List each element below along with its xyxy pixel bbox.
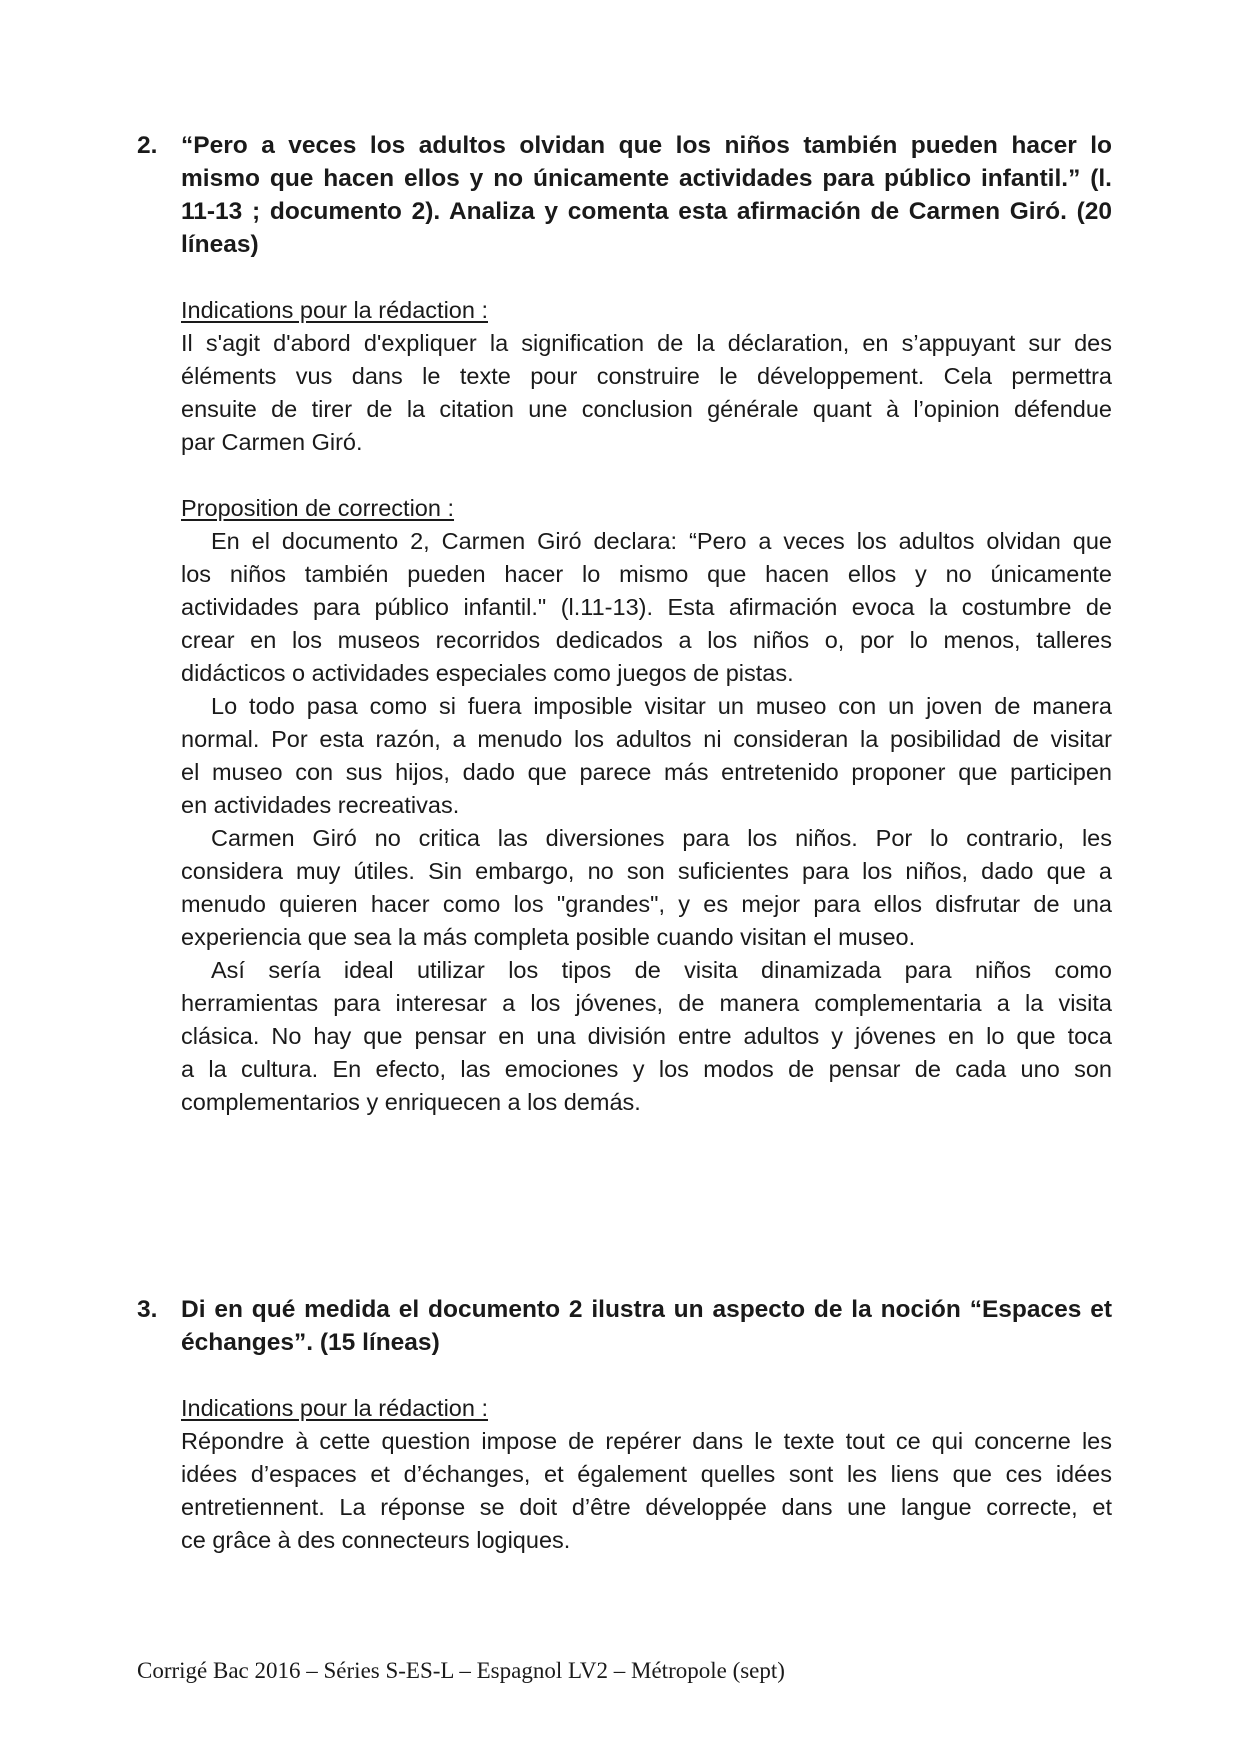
paragraph-line: crear en los museos recorridos dedicados a los niños o, por lo menos, talleres	[181, 627, 1112, 653]
paragraph-line: menudo quieren hacer como los "grandes", y es mejor para ellos disfrutar de una	[181, 891, 1112, 917]
paragraph-line: Carmen Giró no critica las diversiones para los niños. Por lo contrario, les	[211, 825, 1112, 851]
paragraph-line: Así sería ideal utilizar los tipos de visita dinamizada para niños como	[211, 957, 1112, 983]
question-title-line: líneas)	[181, 231, 259, 258]
question-title-line: Di en qué medida el documento 2 ilustra un aspecto de la noción “Espaces et	[181, 1296, 1112, 1323]
paragraph-line: los niños también pueden hacer lo mismo que hacen ellos y no únicamente	[181, 561, 1112, 587]
paragraph-line: complementarios y enriquecen a los demás.	[181, 1089, 641, 1115]
indications-heading: Indications pour la rédaction :	[181, 1395, 488, 1421]
page-footer: Corrigé Bac 2016 – Séries S-ES-L – Espagnol LV2 – Métropole (sept)	[137, 1658, 785, 1683]
question-number: 2.	[137, 132, 158, 159]
paragraph-line: Répondre à cette question impose de repérer dans le texte tout ce qui concerne les	[181, 1428, 1112, 1454]
paragraph-line: ensuite de tirer de la citation une conclusion générale quant à l’opinion défendue	[181, 396, 1112, 422]
paragraph-line: considera muy útiles. Sin embargo, no son suficientes para los niños, dado que a	[181, 858, 1112, 884]
indications-heading: Indications pour la rédaction :	[181, 297, 488, 323]
indications-section	[181, 294, 1112, 459]
paragraph-line: didácticos o actividades especiales como juegos de pistas.	[181, 660, 794, 686]
question-2	[137, 129, 1112, 1119]
question-title	[181, 129, 1112, 261]
question-3	[137, 1293, 1112, 1557]
paragraph-line: ce grâce à des connecteurs logiques.	[181, 1527, 571, 1553]
question-title-line: “Pero a veces los adultos olvidan que los niños también pueden hacer lo	[181, 132, 1112, 159]
paragraph-line: herramientas para interesar a los jóvenes, de manera complementaria a la visita	[181, 990, 1112, 1016]
correction-heading: Proposition de correction :	[181, 495, 455, 521]
paragraph-line: éléments vus dans le texte pour construire le développement. Cela permettra	[181, 363, 1112, 389]
question-number: 3.	[137, 1296, 158, 1323]
question-title	[181, 1293, 1112, 1359]
paragraph-line: normal. Por esta razón, a menudo los adultos ni consideran la posibilidad de visitar	[181, 726, 1112, 752]
paragraph-line: idées d’espaces et d’échanges, et également quelles sont les liens que ces idées	[181, 1461, 1112, 1487]
paragraph-line: en actividades recreativas.	[181, 792, 460, 818]
paragraph-line: actividades para público infantil." (l.11-13). Esta afirmación evoca la costumbre de	[181, 594, 1112, 620]
paragraph-line: el museo con sus hijos, dado que parece más entretenido proponer que participen	[181, 759, 1112, 785]
paragraph-line: Lo todo pasa como si fuera imposible visitar un museo con un joven de manera	[211, 693, 1112, 719]
paragraph-line: entretiennent. La réponse se doit d’être développée dans une langue correcte, et	[181, 1494, 1112, 1520]
question-title-line: échanges”. (15 líneas)	[181, 1329, 440, 1356]
indications-section	[181, 1392, 1112, 1557]
question-title-line: mismo que hacen ellos y no únicamente actividades para público infantil.” (l.	[181, 165, 1112, 192]
paragraph-line: clásica. No hay que pensar en una división entre adultos y jóvenes en lo que toca	[181, 1023, 1112, 1049]
paragraph-line: experiencia que sea la más completa posible cuando visitan el museo.	[181, 924, 916, 950]
paragraph-line: En el documento 2, Carmen Giró declara: “Pero a veces los adultos olvidan que	[211, 528, 1112, 554]
paragraph-line: a la cultura. En efecto, las emociones y los modos de pensar de cada uno son	[181, 1056, 1112, 1082]
paragraph-line: Il s'agit d'abord d'expliquer la signification de la déclaration, en s’appuyant sur des	[181, 330, 1112, 356]
question-title-line: 11-13 ; documento 2). Analiza y comenta esta afirmación de Carmen Giró. (20	[181, 198, 1112, 225]
paragraph-line: par Carmen Giró.	[181, 429, 363, 455]
correction-section	[181, 492, 1112, 1119]
